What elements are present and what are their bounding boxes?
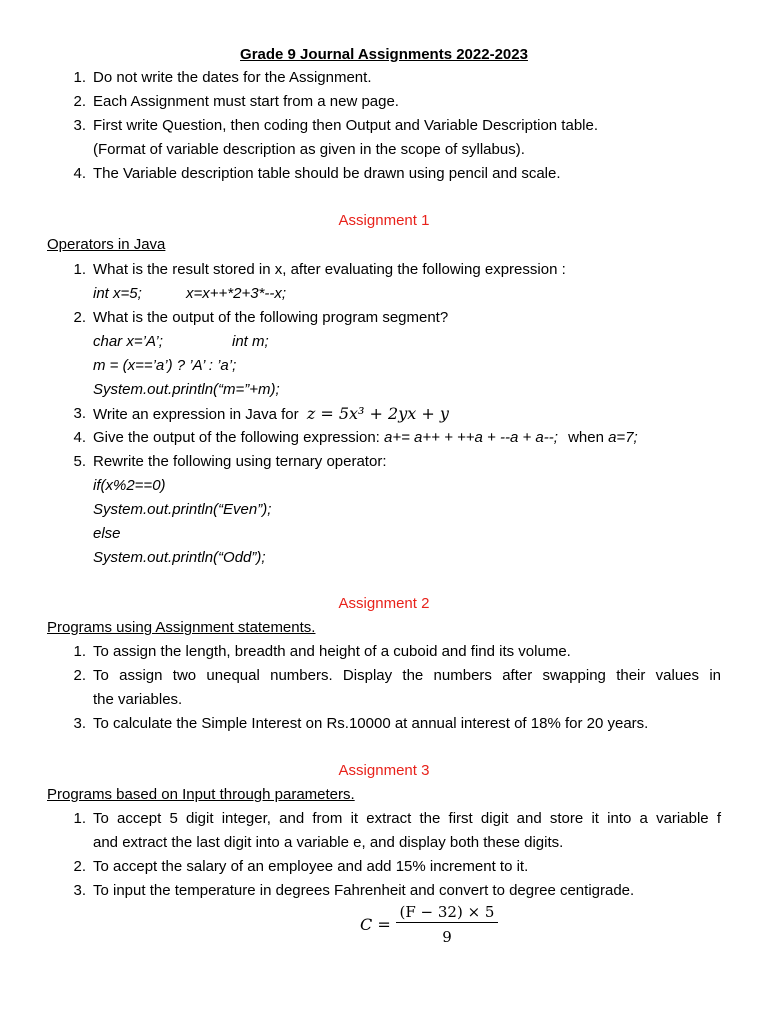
- instruction-number: 1.: [73, 69, 86, 86]
- question-number: 2.: [73, 309, 86, 326]
- question-number: 4.: [73, 429, 86, 446]
- question-number: 3.: [73, 882, 86, 899]
- question-text-continued: the variables.: [93, 691, 183, 708]
- instruction-text: Do not write the dates for the Assignment.: [93, 69, 372, 86]
- question-text-part: Give the output of the following expression:: [93, 429, 380, 446]
- question-number: 1.: [73, 643, 86, 660]
- when-word: when: [568, 429, 604, 446]
- instruction-number: 2.: [73, 93, 86, 110]
- question-number: 5.: [73, 453, 86, 470]
- question-text: To assign the length, breadth and height of a cuboid and find its volume.: [93, 643, 571, 660]
- code-line: m = (x==’a’) ? ’A’ : ’a’;: [93, 357, 237, 374]
- instruction-text: First write Question, then coding then Output and Variable Description table.: [93, 117, 598, 134]
- formula-numerator: (F − 32) × 5: [396, 903, 498, 923]
- question-text: [93, 404, 449, 425]
- assignment-3-heading: Assignment 3: [338, 762, 430, 779]
- instruction-number: 3.: [73, 117, 86, 134]
- question-number: 3.: [73, 715, 86, 732]
- question-text: To input the temperature in degrees Fahrenheit and convert to degree centigrade.: [93, 882, 635, 899]
- math-formula: z = 5x³ + 2yx + y: [306, 404, 449, 423]
- question-text: What is the result stored in x, after evaluating the following expression :: [93, 261, 566, 278]
- code-line: System.out.println(“Odd”);: [93, 549, 266, 566]
- question-number: 2.: [73, 667, 86, 684]
- question-text: To calculate the Simple Interest on Rs.10000 at annual interest of 18% for 20 years.: [93, 715, 649, 732]
- question-text: Rewrite the following using ternary operator:: [93, 453, 387, 470]
- instruction-text-continued: (Format of variable description as given in the scope of syllabus).: [93, 141, 525, 158]
- assignment-2-section-title: Programs using Assignment statements.: [47, 619, 316, 636]
- instruction-text: Each Assignment must start from a new page.: [93, 93, 399, 110]
- question-text: To accept the salary of an employee and add 15% increment to it.: [93, 858, 529, 875]
- code-line: int m;: [232, 333, 269, 350]
- code-line: if(x%2==0): [93, 477, 166, 494]
- question-number: 1.: [73, 810, 86, 827]
- question-text-part: Write an expression in Java for: [93, 406, 299, 423]
- question-text-continued: and extract the last digit into a variable e, and display both these digits.: [93, 834, 564, 851]
- question-text: What is the output of the following program segment?: [93, 309, 449, 326]
- condition: a=7;: [608, 429, 638, 446]
- question-text: To accept 5 digit integer, and from it extract the first digit and store it into a variable f: [93, 810, 721, 827]
- assignment-2-heading: Assignment 2: [338, 595, 430, 612]
- assignment-3-section-title: Programs based on Input through parameters.: [47, 786, 355, 803]
- code-line: int x=5;: [93, 285, 142, 302]
- code-line: System.out.println(“m=”+m);: [93, 381, 280, 398]
- code-line: x=x++*2+3*--x;: [186, 285, 287, 302]
- question-number: 1.: [73, 261, 86, 278]
- formula-lhs: C =: [360, 915, 391, 934]
- code-line: System.out.println(“Even”);: [93, 501, 272, 518]
- question-text: [93, 428, 638, 448]
- page-title: Grade 9 Journal Assignments 2022-2023: [240, 46, 528, 63]
- code-line: char x=’A’;: [93, 333, 163, 350]
- question-number: 2.: [73, 858, 86, 875]
- code-line: else: [93, 525, 121, 542]
- assignment-1-heading: Assignment 1: [338, 212, 430, 229]
- expression: a+= a++ + ++a + --a + a--;: [384, 429, 558, 446]
- formula-denominator: 9: [442, 928, 452, 946]
- assignment-1-section-title: Operators in Java: [47, 236, 166, 253]
- question-text: To assign two unequal numbers. Display the numbers after swapping their values in: [93, 667, 721, 684]
- instruction-number: 4.: [73, 165, 86, 182]
- instruction-text: The Variable description table should be drawn using pencil and scale.: [93, 165, 561, 182]
- question-number: 3.: [73, 405, 86, 422]
